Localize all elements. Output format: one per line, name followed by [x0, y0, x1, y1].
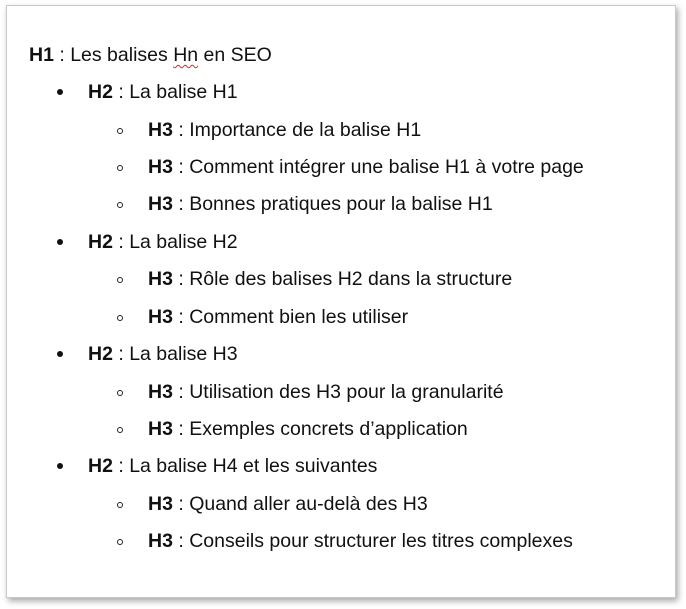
h3-tag: H3: [148, 193, 173, 215]
h3-title: Exemples concrets d’application: [189, 418, 468, 440]
h1-separator: :: [53, 44, 71, 66]
spellcheck-word[interactable]: Hn: [173, 44, 199, 66]
h3-line: [7, 117, 675, 143]
h2-tag: H2: [88, 81, 113, 103]
h3-title: Quand aller au-delà des H3: [189, 493, 428, 515]
h2-text[interactable]: [88, 79, 238, 105]
h3-line: [7, 304, 675, 330]
h2-title: La balise H2: [129, 231, 238, 253]
bullet-circle-icon: [117, 539, 123, 545]
h2-title: La balise H3: [129, 343, 238, 365]
h3-title: Importance de la balise H1: [189, 119, 422, 141]
h3-tag: H3: [148, 530, 173, 552]
h2-line: [7, 229, 675, 255]
h3-separator: :: [172, 530, 190, 552]
h3-text[interactable]: [148, 266, 512, 292]
bullet-disc-icon: [57, 89, 63, 95]
h3-separator: :: [172, 306, 190, 328]
h2-separator: :: [112, 81, 130, 103]
h2-separator: :: [112, 455, 130, 477]
heading-outline: [7, 6, 675, 597]
bullet-circle-icon: [117, 165, 123, 171]
h3-tag: H3: [148, 268, 173, 290]
bullet-disc-icon: [57, 463, 63, 469]
h3-title: Comment bien les utiliser: [189, 306, 409, 328]
h3-line: [7, 416, 675, 442]
h3-separator: :: [172, 493, 190, 515]
bullet-circle-icon: [117, 202, 123, 208]
h3-title: Comment intégrer une balise H1 à votre page: [189, 156, 584, 178]
h3-tag: H3: [148, 418, 173, 440]
h2-separator: :: [112, 231, 130, 253]
h2-line: [7, 341, 675, 367]
h1-line: [7, 42, 675, 68]
h3-line: [7, 154, 675, 180]
h3-text[interactable]: [148, 154, 584, 180]
h3-line: [7, 491, 675, 517]
document-page: [6, 5, 676, 598]
h2-separator: :: [112, 343, 130, 365]
h3-tag: H3: [148, 119, 173, 141]
bullet-disc-icon: [57, 239, 63, 245]
h2-line: [7, 79, 675, 105]
h3-text[interactable]: [148, 528, 573, 554]
h3-line: [7, 379, 675, 405]
h3-text[interactable]: [148, 304, 408, 330]
h3-line: [7, 191, 675, 217]
h3-text[interactable]: [148, 379, 504, 405]
h3-text[interactable]: [148, 191, 493, 217]
h1-tag: H1: [29, 44, 54, 66]
h2-text[interactable]: [88, 341, 238, 367]
h3-tag: H3: [148, 493, 173, 515]
h3-separator: :: [172, 418, 190, 440]
h3-line: [7, 528, 675, 554]
h3-separator: :: [172, 268, 190, 290]
h3-title: Rôle des balises H2 dans la structure: [189, 268, 513, 290]
bullet-disc-icon: [57, 351, 63, 357]
h2-tag: H2: [88, 231, 113, 253]
h1-title-end: en SEO: [198, 44, 272, 66]
h2-tag: H2: [88, 455, 113, 477]
bullet-circle-icon: [117, 277, 123, 283]
bullet-circle-icon: [117, 390, 123, 396]
h2-line: [7, 453, 675, 479]
bullet-circle-icon: [117, 502, 123, 508]
h1-title-start: Les balises: [70, 44, 174, 66]
h2-text[interactable]: [88, 229, 238, 255]
h3-title: Conseils pour structurer les titres complexes: [189, 530, 573, 552]
h3-tag: H3: [148, 381, 173, 403]
h3-tag: H3: [148, 156, 173, 178]
h3-title: Bonnes pratiques pour la balise H1: [189, 193, 493, 215]
h2-tag: H2: [88, 343, 113, 365]
h3-separator: :: [172, 119, 190, 141]
h3-line: [7, 266, 675, 292]
h2-title: La balise H1: [129, 81, 238, 103]
h3-separator: :: [172, 381, 190, 403]
h3-text[interactable]: [148, 117, 421, 143]
h3-separator: :: [172, 193, 190, 215]
bullet-circle-icon: [117, 427, 123, 433]
bullet-circle-icon: [117, 315, 123, 321]
bullet-circle-icon: [117, 128, 123, 134]
h2-text[interactable]: [88, 453, 377, 479]
h2-title: La balise H4 et les suivantes: [129, 455, 378, 477]
h1-text[interactable]: [29, 42, 272, 68]
h3-text[interactable]: [148, 491, 428, 517]
h3-text[interactable]: [148, 416, 468, 442]
h3-tag: H3: [148, 306, 173, 328]
h3-separator: :: [172, 156, 190, 178]
h3-title: Utilisation des H3 pour la granularité: [189, 381, 504, 403]
